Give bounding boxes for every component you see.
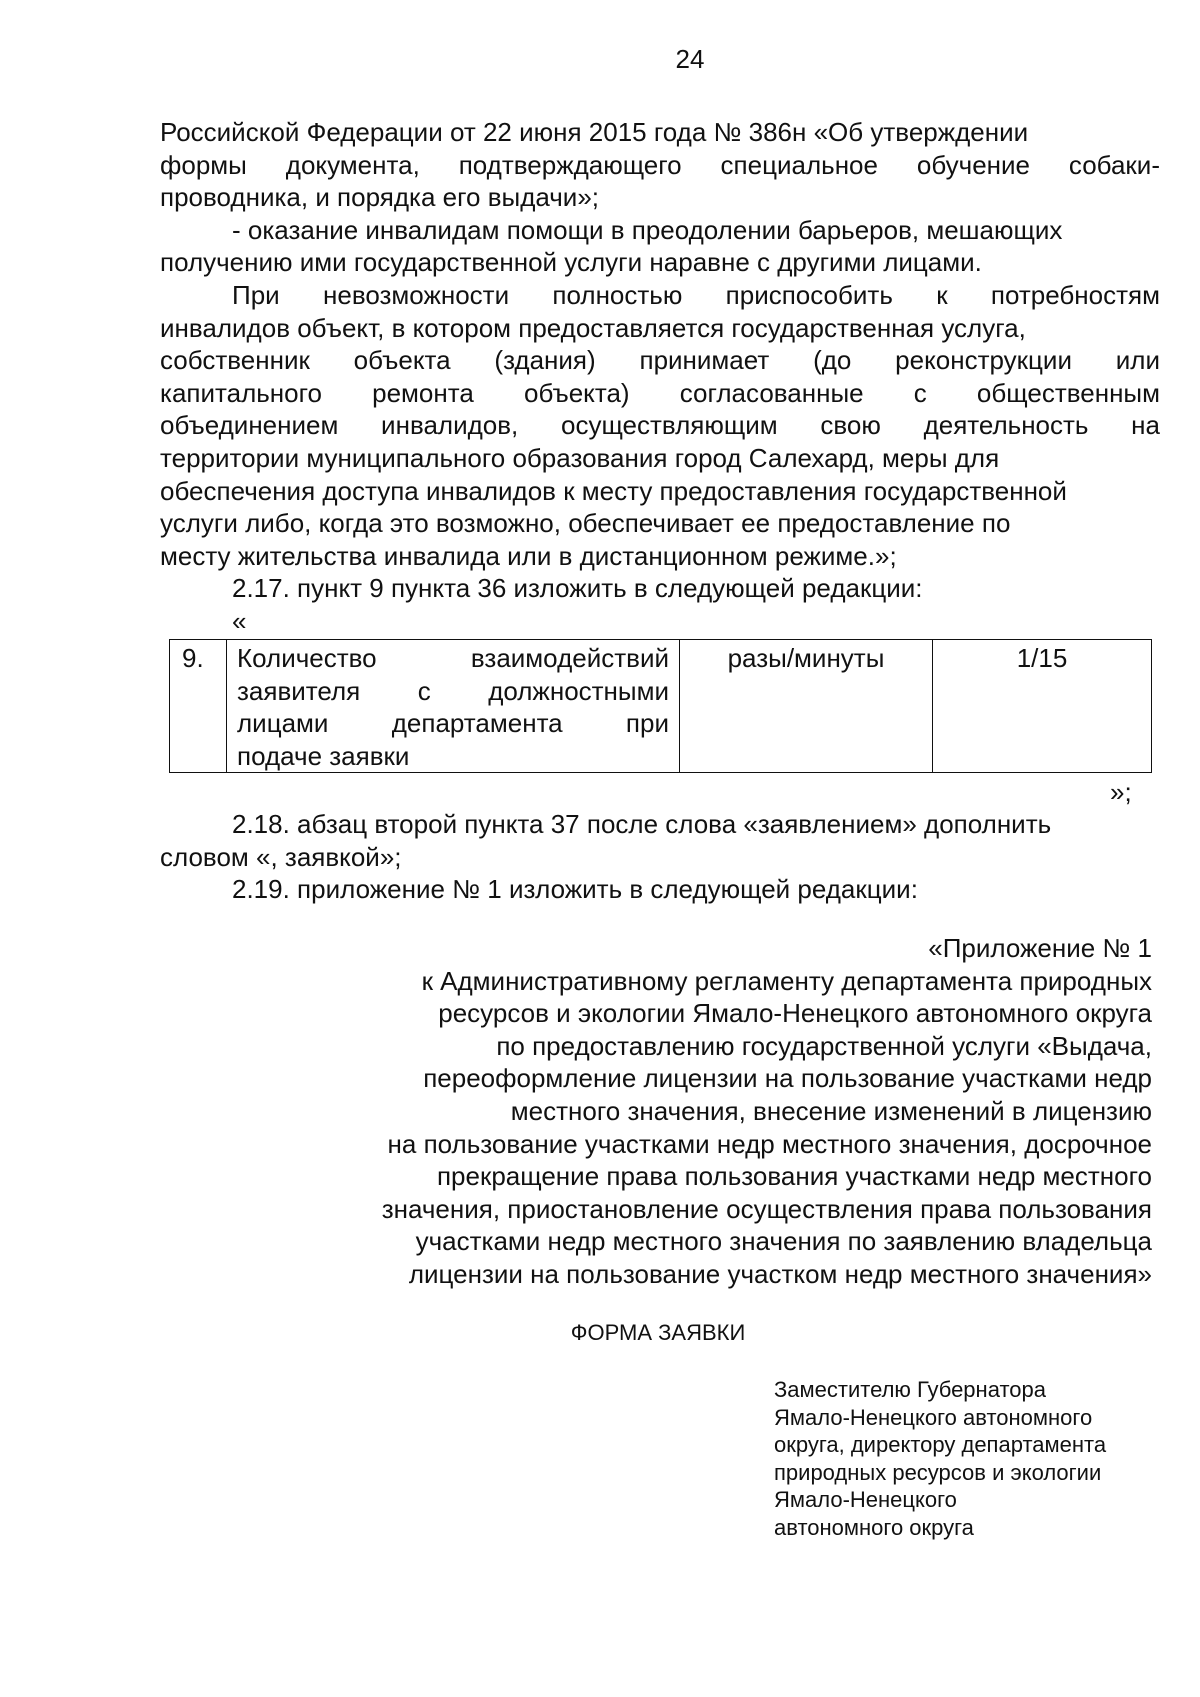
- text-line: услуги либо, когда это возможно, обеспечивает ее предоставление по: [160, 508, 1011, 539]
- text-line: формы документа, подтверждающего специальное обучение собаки-: [160, 149, 1160, 180]
- addressee-line: Ямало-Ненецкого автономного: [774, 1404, 1093, 1430]
- close-quote: »;: [1110, 777, 1132, 807]
- text-line: инвалидов объект, в котором предоставляется государственная услуга,: [160, 312, 1026, 343]
- table-cell-unit: разы/минуты: [680, 640, 933, 773]
- text-line: При невозможности полностью приспособить к потребностям: [232, 279, 1160, 310]
- addressee-block: [774, 1376, 1106, 1542]
- description-line: подаче заявки: [237, 740, 410, 771]
- table-cell-number: 9.: [170, 640, 227, 773]
- addressee-line: Заместителю Губернатора: [774, 1377, 1046, 1402]
- appendix-line: местного значения, внесение изменений в лицензию: [510, 1095, 1152, 1126]
- text-line: 2.18. абзац второй пункта 37 после слова «заявлением» дополнить: [232, 809, 1052, 839]
- appendix-line: лицензии на пользование участком недр местного значения»: [408, 1258, 1152, 1289]
- appendix-line: ресурсов и экологии Ямало-Ненецкого автономного округа: [438, 998, 1152, 1029]
- addressee-line: автономного округа: [774, 1514, 974, 1540]
- appendix-line: значения, приостановление осуществления права пользования: [381, 1193, 1152, 1224]
- page-number: 24: [675, 44, 705, 74]
- text-line: обеспечения доступа инвалидов к месту предоставления государственной: [160, 475, 1067, 506]
- text-line: Российской Федерации от 22 июня 2015 года № 386н «Об утверждении: [160, 117, 1029, 147]
- table-cell-description: [227, 640, 680, 773]
- text-line: получению ими государственной услуги наравне с другими лицами.: [160, 247, 982, 278]
- body-paragraph: [160, 116, 1160, 638]
- text-line: 2.19. приложение № 1 изложить в следующей редакции:: [232, 874, 918, 905]
- text-line: капитального ремонта объекта) согласованные с общественным: [160, 377, 1160, 408]
- table-cell-value: 1/15: [933, 640, 1152, 773]
- text-line: проводника, и порядка его выдачи»;: [160, 182, 600, 213]
- text-line: объединением инвалидов, осуществляющим свою деятельность на: [160, 410, 1160, 441]
- appendix-header: [200, 932, 1152, 1291]
- appendix-line: переоформление лицензии на пользование участками недр: [423, 1063, 1152, 1094]
- appendix-line: участками недр местного значения по заявлению владельца: [415, 1226, 1152, 1257]
- appendix-line: прекращение права пользования участками недр местного: [436, 1161, 1152, 1192]
- body-paragraph: [160, 808, 1160, 906]
- text-line: месту жительства инвалида или в дистанционном режиме.»;: [160, 540, 897, 571]
- indicator-table: [169, 639, 1152, 773]
- appendix-line: на пользование участками недр местного значения, досрочное: [387, 1128, 1152, 1159]
- appendix-line: по предоставлению государственной услуги «Выдача,: [496, 1030, 1152, 1061]
- appendix-line: «Приложение № 1: [928, 933, 1152, 963]
- text-line: собственник объекта (здания) принимает (до реконструкции или: [160, 345, 1160, 376]
- appendix-line: к Административному регламенту департамента природных: [421, 965, 1152, 996]
- description-line: заявителя с должностными: [237, 675, 669, 706]
- description-line: Количество взаимодействий: [237, 643, 669, 673]
- addressee-line: Ямало-Ненецкого: [774, 1487, 957, 1513]
- text-line: словом «, заявкой»;: [160, 841, 402, 872]
- table-row: [170, 640, 1152, 773]
- form-title: ФОРМА ЗАЯВКИ: [570, 1320, 746, 1345]
- open-quote: «: [232, 605, 247, 636]
- addressee-line: природных ресурсов и экологии: [774, 1459, 1102, 1485]
- text-line: 2.17. пункт 9 пункта 36 изложить в следующей редакции:: [232, 573, 923, 604]
- text-line: - оказание инвалидам помощи в преодолении барьеров, мешающих: [232, 214, 1063, 245]
- description-line: лицами департамента при: [237, 708, 669, 739]
- addressee-line: округа, директору департамента: [774, 1432, 1107, 1458]
- text-line: территории муниципального образования город Салехард, меры для: [160, 442, 1000, 473]
